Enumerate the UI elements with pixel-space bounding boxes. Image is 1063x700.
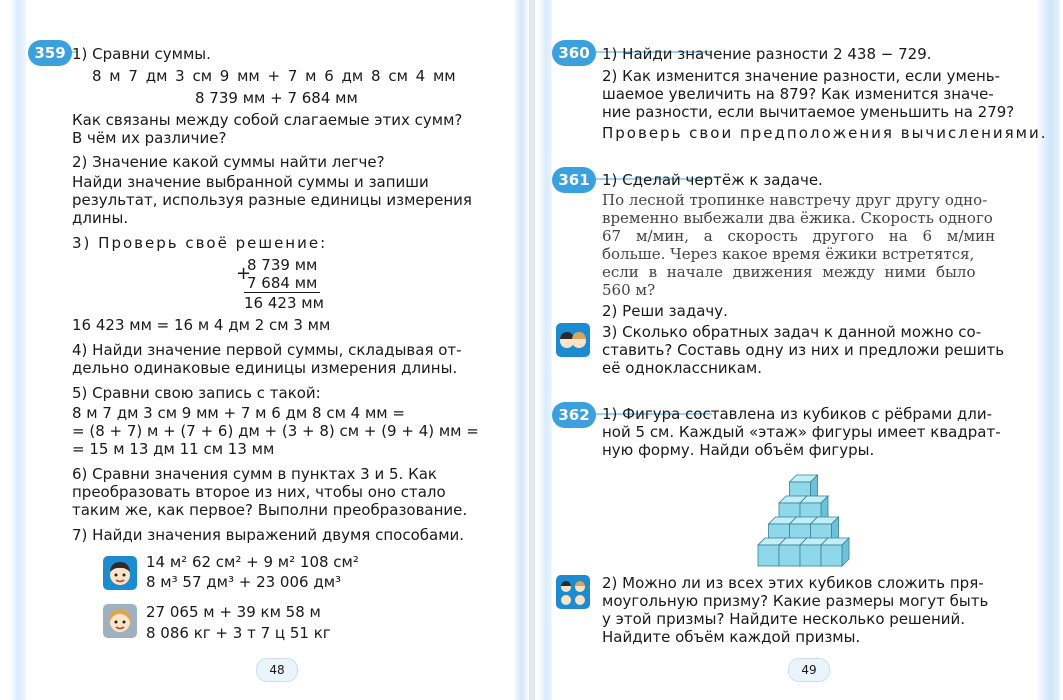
- column-sum-line: [244, 292, 320, 293]
- girl-face-icon: [103, 604, 137, 638]
- column-addend-2: 7 684 мм: [247, 274, 318, 292]
- task361-story-4: больше. Через какое время ёжики встретятся,: [602, 245, 975, 263]
- task359-question-a: Как связаны между собой слагаемые этих сумм?: [72, 111, 463, 129]
- task360-line3: шаемое увеличить на 879? Как изменится значе-: [602, 85, 994, 103]
- expression-2: 8 м³ 57 дм³ + 23 006 дм³: [146, 573, 342, 591]
- task359-part2-a: Найди значение выбранной суммы и запиши: [72, 173, 429, 191]
- task-number-badge: 361: [552, 167, 596, 193]
- task359-part5-a: 8 м 7 дм 3 см 9 мм + 7 м 6 дм 8 см 4 мм =: [72, 404, 405, 422]
- task361-line1: 1) Сделай чертёж к задаче.: [602, 171, 823, 189]
- task362-question3: у этой призмы? Найдите несколько решений.: [602, 610, 966, 628]
- task361-story-5: если в начале движения между ними было: [602, 263, 976, 281]
- cube: [821, 545, 842, 566]
- task359-question-b: В чём их различие?: [72, 129, 227, 147]
- task359-part3-result: 16 423 мм = 16 м 4 дм 2 см 3 мм: [72, 316, 331, 334]
- task361-story-3: 67 м/мин, а скорость другого на 6 м/мин: [602, 227, 996, 245]
- page-right: [532, 0, 1063, 700]
- task359-part2-b: результат, используя разные единицы измерения: [72, 191, 472, 209]
- column-addend-1: 8 739 мм: [247, 256, 318, 274]
- task359-part3-label: 3) Проверь своё решение:: [72, 234, 328, 252]
- task362-question1: 2) Можно ли из всех этих кубиков сложить пря-: [602, 574, 984, 592]
- task361-line3a: 3) Сколько обратных задач к данной можно со-: [602, 323, 982, 341]
- task361-line3c: её одноклассникам.: [602, 359, 762, 377]
- expression-1: 14 м² 62 см² + 9 м² 108 см²: [146, 553, 359, 571]
- task359-part4-a: 4) Найди значение первой суммы, складывая от-: [72, 341, 462, 359]
- task359-part1-label: 1) Сравни суммы.: [72, 45, 211, 63]
- task359-part6-c: таким же, как первое? Выполни преобразование.: [72, 501, 468, 519]
- plus-sign: +: [236, 263, 252, 284]
- task362-line3: ную форму. Найди объём фигуры.: [602, 441, 875, 459]
- task361-story-1: По лесной тропинке навстречу друг другу одно-: [602, 191, 988, 209]
- pair-work-icon: [556, 323, 590, 357]
- task362-line2: ной 5 см. Каждый «этаж» фигуры имеет квадрат-: [602, 423, 1001, 441]
- task359-part5-c: = 15 м 13 дм 11 см 13 мм: [72, 440, 275, 458]
- task360-line5: Проверь свои предположения вычислениями.: [602, 124, 1048, 142]
- task362-line1: 1) Фигура составлена из кубиков с рёбрами дли-: [602, 405, 993, 423]
- task361-story-2: временно выбежали два ёжика. Скорость одного: [602, 209, 993, 227]
- task361-line3b: ставить? Составь одну из них и предложи решить: [602, 341, 1005, 359]
- page-left: [0, 0, 531, 700]
- task359-part6-b: преобразовать второе из них, чтобы оно стало: [72, 483, 446, 501]
- task-number-badge: 360: [552, 40, 596, 66]
- cube: [800, 545, 821, 566]
- task359-part5-b: = (8 + 7) м + (7 + 6) дм + (3 + 8) см + (9 + 4) мм =: [72, 422, 479, 440]
- task361-line2: 2) Реши задачу.: [602, 302, 728, 320]
- task359-part6-a: 6) Сравни значения сумм в пунктах 3 и 5. Как: [72, 465, 437, 483]
- cube: [758, 545, 779, 566]
- group-work-icon: [556, 575, 590, 609]
- task359-sum1: 8 м 7 дм 3 см 9 мм + 7 м 6 дм 8 см 4 мм: [92, 67, 456, 85]
- cube: [779, 545, 800, 566]
- task362-question4: Найдите объём каждой призмы.: [602, 628, 861, 646]
- task359-sum2: 8 739 мм + 7 684 мм: [195, 89, 358, 107]
- task359-part5-label: 5) Сравни свою запись с такой:: [72, 384, 321, 402]
- task360-line1: 1) Найди значение разности 2 438 − 729.: [602, 45, 932, 63]
- task362-question2: моугольную призму? Какие размеры могут быть: [602, 592, 989, 610]
- task-number-badge: 362: [552, 402, 596, 428]
- task360-line2: 2) Как изменится значение разности, если умень-: [602, 67, 1001, 85]
- expression-4: 8 086 кг + 3 т 7 ц 51 кг: [146, 624, 331, 642]
- task-number-badge: 359: [28, 40, 72, 66]
- cube-pyramid-figure: [742, 460, 872, 568]
- task360-line4: ние разности, если вычитаемое уменьшить на 279?: [602, 103, 1015, 121]
- task361-story-6: 560 м?: [602, 281, 656, 299]
- expression-3: 27 065 м + 39 км 58 м: [146, 603, 321, 621]
- page-number: 49: [788, 658, 830, 682]
- column-sum: 16 423 мм: [244, 294, 324, 312]
- page-number: 48: [256, 658, 298, 682]
- task359-part2-c: длины.: [72, 209, 129, 227]
- task359-part4-b: дельно одинаковые единицы измерения длины.: [72, 359, 458, 377]
- task359-part2-label: 2) Значение какой суммы найти легче?: [72, 153, 385, 171]
- boy-face-icon: [103, 556, 137, 590]
- task359-part7-label: 7) Найди значения выражений двумя способами.: [72, 526, 465, 544]
